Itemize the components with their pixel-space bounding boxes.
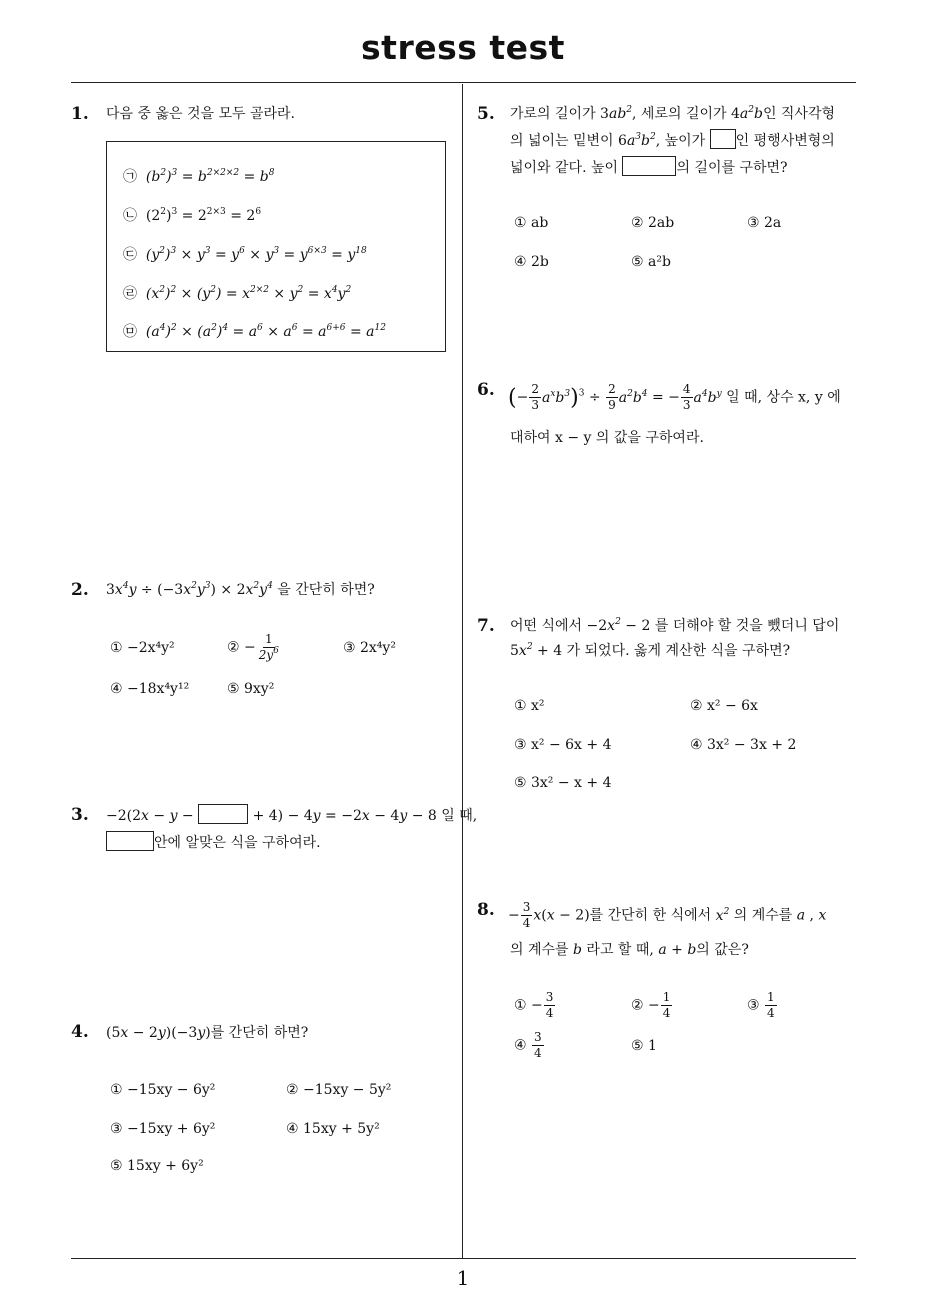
footer-rule xyxy=(71,1258,856,1259)
option-4[interactable]: ④ 2b xyxy=(514,254,549,270)
question-number: 4. xyxy=(71,1022,89,1042)
statement-item: ㉠ $(b^2)^3 = b^{2\times 2\times 2} = b^8$ xyxy=(123,168,275,185)
question-number: 6. xyxy=(477,380,495,400)
option-1[interactable]: ① x² xyxy=(514,698,545,714)
question-text: (5x − 2y)(−3y)를 간단히 하면? xyxy=(106,1025,309,1041)
option-3[interactable]: ③ $\frac{1}{4}$ xyxy=(747,990,775,1020)
question-text: $3x^4y \div (-3x^2y^3) \times 2x^2y^4$ 을 간단히 하면? xyxy=(106,581,375,598)
option-1[interactable]: ① −15xy − 6y² xyxy=(110,1082,216,1098)
question-text-line3: 넓이와 같다. 높이 의 길이를 구하면? xyxy=(510,154,788,182)
question-text: −2(2x − y − + 4) − 4y = −2x − 4y − 8 일 때, xyxy=(106,802,477,830)
statement-label: ㉡ xyxy=(123,208,137,224)
option-2[interactable]: ② 2ab xyxy=(631,215,675,231)
option-2[interactable]: ② x² − 6x xyxy=(690,698,758,714)
page-number: 1 xyxy=(456,1266,470,1290)
statement-label: ㉢ xyxy=(123,247,137,263)
question-number: 5. xyxy=(477,104,495,124)
page-title: stress test xyxy=(361,28,565,67)
option-5[interactable]: ⑤ 9xy² xyxy=(227,681,275,697)
statement-item: ㉡ $(2^2)^3 = 2^{2\times 3} = 2^6$ xyxy=(123,207,262,224)
question-number: 7. xyxy=(477,616,495,636)
option-3[interactable]: ③ −15xy + 6y² xyxy=(110,1121,216,1137)
option-5[interactable]: ⑤ 3x² − x + 4 xyxy=(514,775,612,791)
option-4[interactable]: ④ $\frac{3}{4}$ xyxy=(514,1030,542,1060)
option-2[interactable]: ② −15xy − 5y² xyxy=(286,1082,392,1098)
column-divider xyxy=(462,84,463,1259)
statement-label: ㉠ xyxy=(123,169,137,185)
statement-label: ㉣ xyxy=(123,286,137,302)
option-1[interactable]: ① ab xyxy=(514,215,549,231)
question-number: 2. xyxy=(71,580,89,600)
option-5[interactable]: ⑤ 1 xyxy=(631,1038,657,1054)
question-text: 가로의 길이가 $3ab^2$, 세로의 길이가 $4a^2b$인 직사각형 xyxy=(510,105,836,122)
option-3[interactable]: ③ 2a xyxy=(747,215,782,231)
header-rule xyxy=(71,82,856,83)
question-text: 어떤 식에서 $-2x^2 - 2$ 를 더해야 할 것을 뺐더니 답이 xyxy=(510,617,840,634)
question-number: 3. xyxy=(71,805,89,825)
option-1[interactable]: ① −2x⁴y² xyxy=(110,640,175,656)
answer-blank xyxy=(622,156,676,176)
statement-box xyxy=(106,141,446,352)
question-text: 다음 중 옳은 것을 모두 골라라. xyxy=(106,106,295,122)
option-2[interactable]: ② − $\frac{1}{2y^6}$ xyxy=(227,632,279,662)
statement-label: ㉤ xyxy=(123,324,137,340)
question-number: 1. xyxy=(71,104,89,124)
question-number: 8. xyxy=(477,900,495,920)
question-text-line2: $5x^2 + 4$ 가 되었다. 옳게 계산한 식을 구하면? xyxy=(510,642,791,659)
option-4[interactable]: ④ 3x² − 3x + 2 xyxy=(690,737,797,753)
question-text: − $\frac{3}{4}$ x(x − 2)를 간단히 한 식에서 $x^2$ 의 계수를 a , x xyxy=(508,900,827,930)
option-2[interactable]: ② − $\frac{1}{4}$ xyxy=(631,990,671,1020)
option-4[interactable]: ④ 15xy + 5y² xyxy=(286,1121,380,1137)
question-text-line2: 의 넓이는 밑변이 $6a^3b^2$, 높이가 인 평행사변형의 xyxy=(510,127,835,155)
question-text-line2: 대하여 x − y 의 값을 구하여라. xyxy=(510,430,704,446)
question-text: (− $\frac{2}{3}$ $a^xb^3)^3$ ÷ $\frac{2}{9}$ $a^2b^4$ = − $\frac{4}{3}$ $a^4b^y$ 일 때, 상수 x, y 에 xyxy=(508,382,841,412)
option-5[interactable]: ⑤ a²b xyxy=(631,254,671,270)
option-5[interactable]: ⑤ 15xy + 6y² xyxy=(110,1158,204,1174)
answer-blank xyxy=(710,129,736,149)
option-3[interactable]: ③ x² − 6x + 4 xyxy=(514,737,612,753)
option-4[interactable]: ④ −18x⁴y¹² xyxy=(110,681,190,697)
statement-item: ㉤ $(a^4)^2 \times (a^2)^4 = a^6 \times a^6 = a^{6+6} = a^{12}$ xyxy=(123,323,386,340)
option-1[interactable]: ① − $\frac{3}{4}$ xyxy=(514,990,554,1020)
question-text-line2: 의 계수를 b 라고 할 때, a + b의 값은? xyxy=(510,942,749,958)
question-text-line2: 안에 알맞은 식을 구하여라. xyxy=(106,829,321,857)
statement-item: ㉣ $(x^2)^2 \times (y^2) = x^{2\times 2} \times y^2 = x^4y^2$ xyxy=(123,285,352,302)
answer-blank xyxy=(198,804,248,824)
answer-blank xyxy=(106,831,154,851)
option-3[interactable]: ③ 2x⁴y² xyxy=(343,640,396,656)
statement-item: ㉢ $(y^2)^3 \times y^3 = y^6 \times y^3 = y^{6\times 3} = y^{18}$ xyxy=(123,246,367,263)
